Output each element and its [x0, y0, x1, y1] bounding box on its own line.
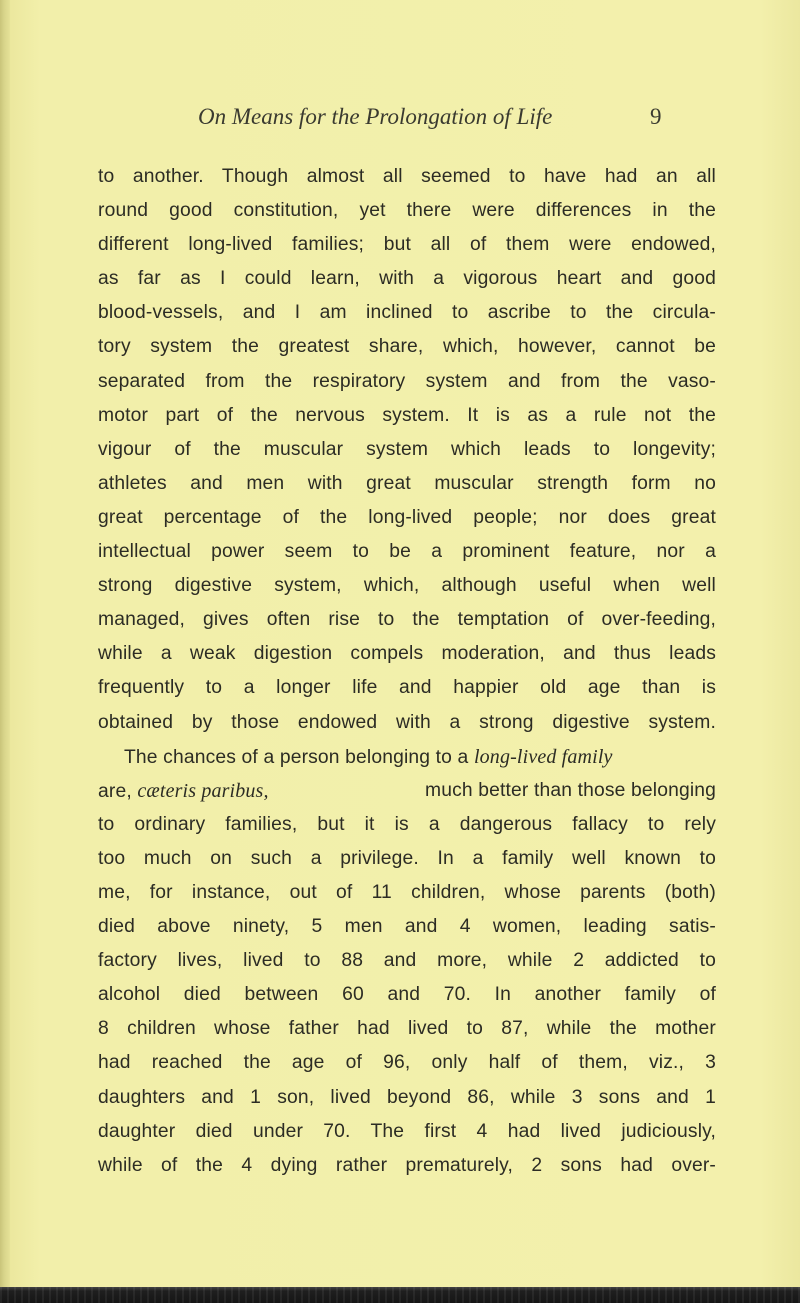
text-line: while of the 4 dying rather prematurely, 2 sons had over-: [98, 1154, 716, 1176]
text-line: as far as I could learn, with a vigorous heart and good: [98, 268, 716, 290]
scan-bottom-edge-texture: [0, 1287, 800, 1303]
text-line: different long-lived families; but all of them were endowed,: [98, 234, 716, 256]
text-line: while a weak digestion compels moderation, and thus leads: [98, 643, 716, 665]
italic-phrase: cæteris paribus,: [137, 779, 269, 802]
text-fragment: much better than those belonging: [419, 779, 716, 801]
running-header: [188, 104, 688, 138]
text-line: [98, 774, 716, 808]
text-line: daughters and 1 son, lived beyond 86, while 3 sons and 1: [98, 1086, 716, 1108]
text-line: factory lives, lived to 88 and more, while 2 addicted to: [98, 950, 716, 972]
text-line: 8 children whose father had lived to 87, while the mother: [98, 1018, 716, 1040]
paragraph-start-line: [98, 740, 716, 774]
text-fragment: [98, 774, 269, 808]
text-line: too much on such a privilege. In a family well known to: [98, 847, 716, 869]
text-line: obtained by those endowed with a strong digestive system.: [98, 711, 716, 733]
text-fragment: The chances of a person belonging to a: [124, 746, 474, 768]
text-line: motor part of the nervous system. It is as a rule not the: [98, 404, 716, 426]
text-line: intellectual power seem to be a prominent feature, nor a: [98, 541, 716, 563]
text-line: had reached the age of 96, only half of them, viz., 3: [98, 1052, 716, 1074]
text-line: me, for instance, out of 11 children, whose parents (both): [98, 881, 716, 903]
text-line: managed, gives often rise to the temptation of over-feeding,: [98, 609, 716, 631]
text-line: blood-vessels, and I am inclined to ascribe to the circula-: [98, 302, 716, 324]
text-line: vigour of the muscular system which leads to longevity;: [98, 438, 716, 460]
italic-phrase: long-lived family: [473, 745, 613, 768]
text-line: to ordinary families, but it is a dangerous fallacy to rely: [98, 813, 716, 835]
text-fragment-pre: are,: [98, 780, 138, 802]
body-text: [98, 160, 716, 1183]
text-line: died above ninety, 5 men and 4 women, leading satis-: [98, 916, 716, 938]
text-line: to another. Though almost all seemed to have had an all: [98, 166, 716, 187]
text-line: daughter died under 70. The first 4 had lived judiciously,: [98, 1120, 716, 1142]
text-line: athletes and men with great muscular strength form no: [98, 472, 716, 494]
text-line: alcohol died between 60 and 70. In another family of: [98, 984, 716, 1006]
text-line: separated from the respiratory system and from the vaso-: [98, 370, 716, 392]
text-line: great percentage of the long-lived people; nor does great: [98, 506, 716, 528]
text-line: tory system the greatest share, which, however, cannot be: [98, 336, 716, 358]
running-title: On Means for the Prolongation of Life: [198, 104, 553, 129]
text-line: strong digestive system, which, although useful when well: [98, 575, 716, 597]
page-binding-edge: [0, 0, 10, 1303]
text-line: round good constitution, yet there were differences in the: [98, 200, 716, 222]
text-line: frequently to a longer life and happier old age than is: [98, 677, 716, 699]
page-number: 9: [650, 104, 662, 129]
